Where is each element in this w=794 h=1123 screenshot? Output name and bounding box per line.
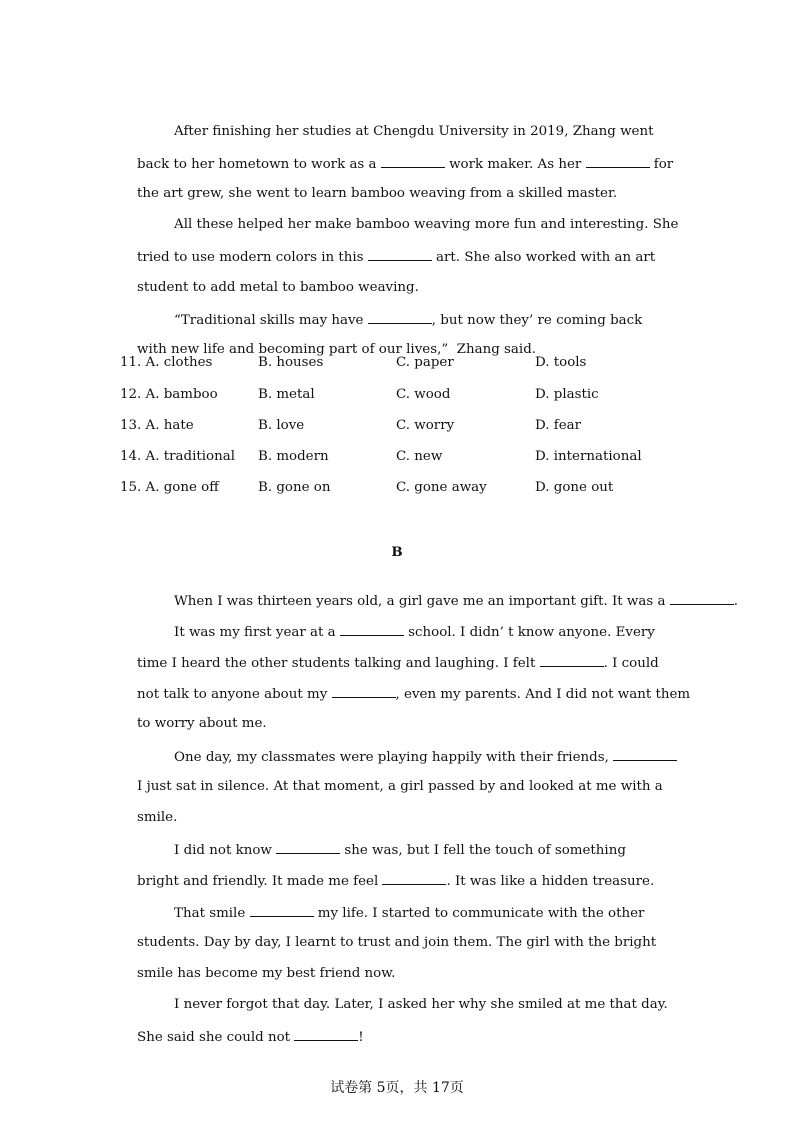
answer-blank[interactable] [294,1028,358,1041]
option-a[interactable]: 14. A. traditional [120,449,235,464]
text-line: “Traditional skills may have , but now they’ re coming back [174,313,643,328]
page-footer: 试卷第 5页，共 17页 [330,1080,464,1096]
answer-blank[interactable] [613,748,677,761]
text-line: She said she could not ! [137,1030,364,1045]
option-b[interactable]: B. love [258,418,305,433]
text-line: to worry about me. [137,716,267,731]
answer-blank[interactable] [586,155,650,168]
text-line: All these helped her make bamboo weaving more fun and interesting. She [174,217,679,232]
option-d[interactable]: D. international [535,449,642,464]
text-line: tried to use modern colors in this art. She also worked with an art [137,250,656,265]
text-line: back to her hometown to work as a work maker. As her for [137,157,674,172]
answer-blank[interactable] [382,872,446,885]
option-c[interactable]: C. gone away [396,480,487,495]
option-c[interactable]: C. new [396,449,443,464]
section-heading: B [391,544,403,560]
text-line: students. Day by day, I learnt to trust and join them. The girl with the bright [137,935,657,950]
option-d[interactable]: D. gone out [535,480,614,495]
option-d[interactable]: D. fear [535,418,582,433]
answer-blank[interactable] [276,841,340,854]
text-line: with new life and becoming part of our lives,” Zhang said. [137,342,537,357]
option-d[interactable]: D. plastic [535,387,599,402]
option-c[interactable]: C. paper [396,355,454,370]
text-line: I just sat in silence. At that moment, a girl passed by and looked at me with a [137,779,663,794]
text-line: student to add metal to bamboo weaving. [137,280,419,295]
option-a[interactable]: 12. A. bamboo [120,387,218,402]
answer-blank[interactable] [340,623,404,636]
option-c[interactable]: C. wood [396,387,451,402]
text-line: bright and friendly. It made me feel . It was like a hidden treasure. [137,874,655,889]
text-line: I did not know she was, but I fell the touch of something [174,843,626,858]
text-line: I never forgot that day. Later, I asked her why she smiled at me that day. [174,997,668,1012]
option-b[interactable]: B. gone on [258,480,331,495]
answer-blank[interactable] [368,311,432,324]
text-line: That smile my life. I started to communicate with the other [174,906,645,921]
answer-blank[interactable] [540,654,604,667]
option-a[interactable]: 15. A. gone off [120,480,219,495]
text-line: When I was thirteen years old, a girl gave me an important gift. It was a . [174,594,739,609]
text-line: After finishing her studies at Chengdu University in 2019, Zhang went [174,124,654,139]
answer-blank[interactable] [332,685,396,698]
option-a[interactable]: 11. A. clothes [120,355,213,370]
option-b[interactable]: B. houses [258,355,324,370]
text-line: It was my first year at a school. I didn’ t know anyone. Every [174,625,655,640]
answer-blank[interactable] [670,592,734,605]
option-b[interactable]: B. metal [258,387,315,402]
option-c[interactable]: C. worry [396,418,455,433]
text-line: the art grew, she went to learn bamboo weaving from a skilled master. [137,186,618,201]
text-line: not talk to anyone about my , even my parents. And I did not want them [137,687,691,702]
answer-blank[interactable] [250,904,314,917]
text-line: One day, my classmates were playing happily with their friends, [157,732,677,782]
answer-blank[interactable] [381,155,445,168]
text-line: smile. [137,810,178,825]
option-d[interactable]: D. tools [535,355,587,370]
option-a[interactable]: 13. A. hate [120,418,194,433]
text-line: smile has become my best friend now. [137,966,396,981]
answer-blank[interactable] [368,248,432,261]
option-b[interactable]: B. modern [258,449,329,464]
text-line: time I heard the other students talking and laughing. I felt . I could [137,656,659,671]
